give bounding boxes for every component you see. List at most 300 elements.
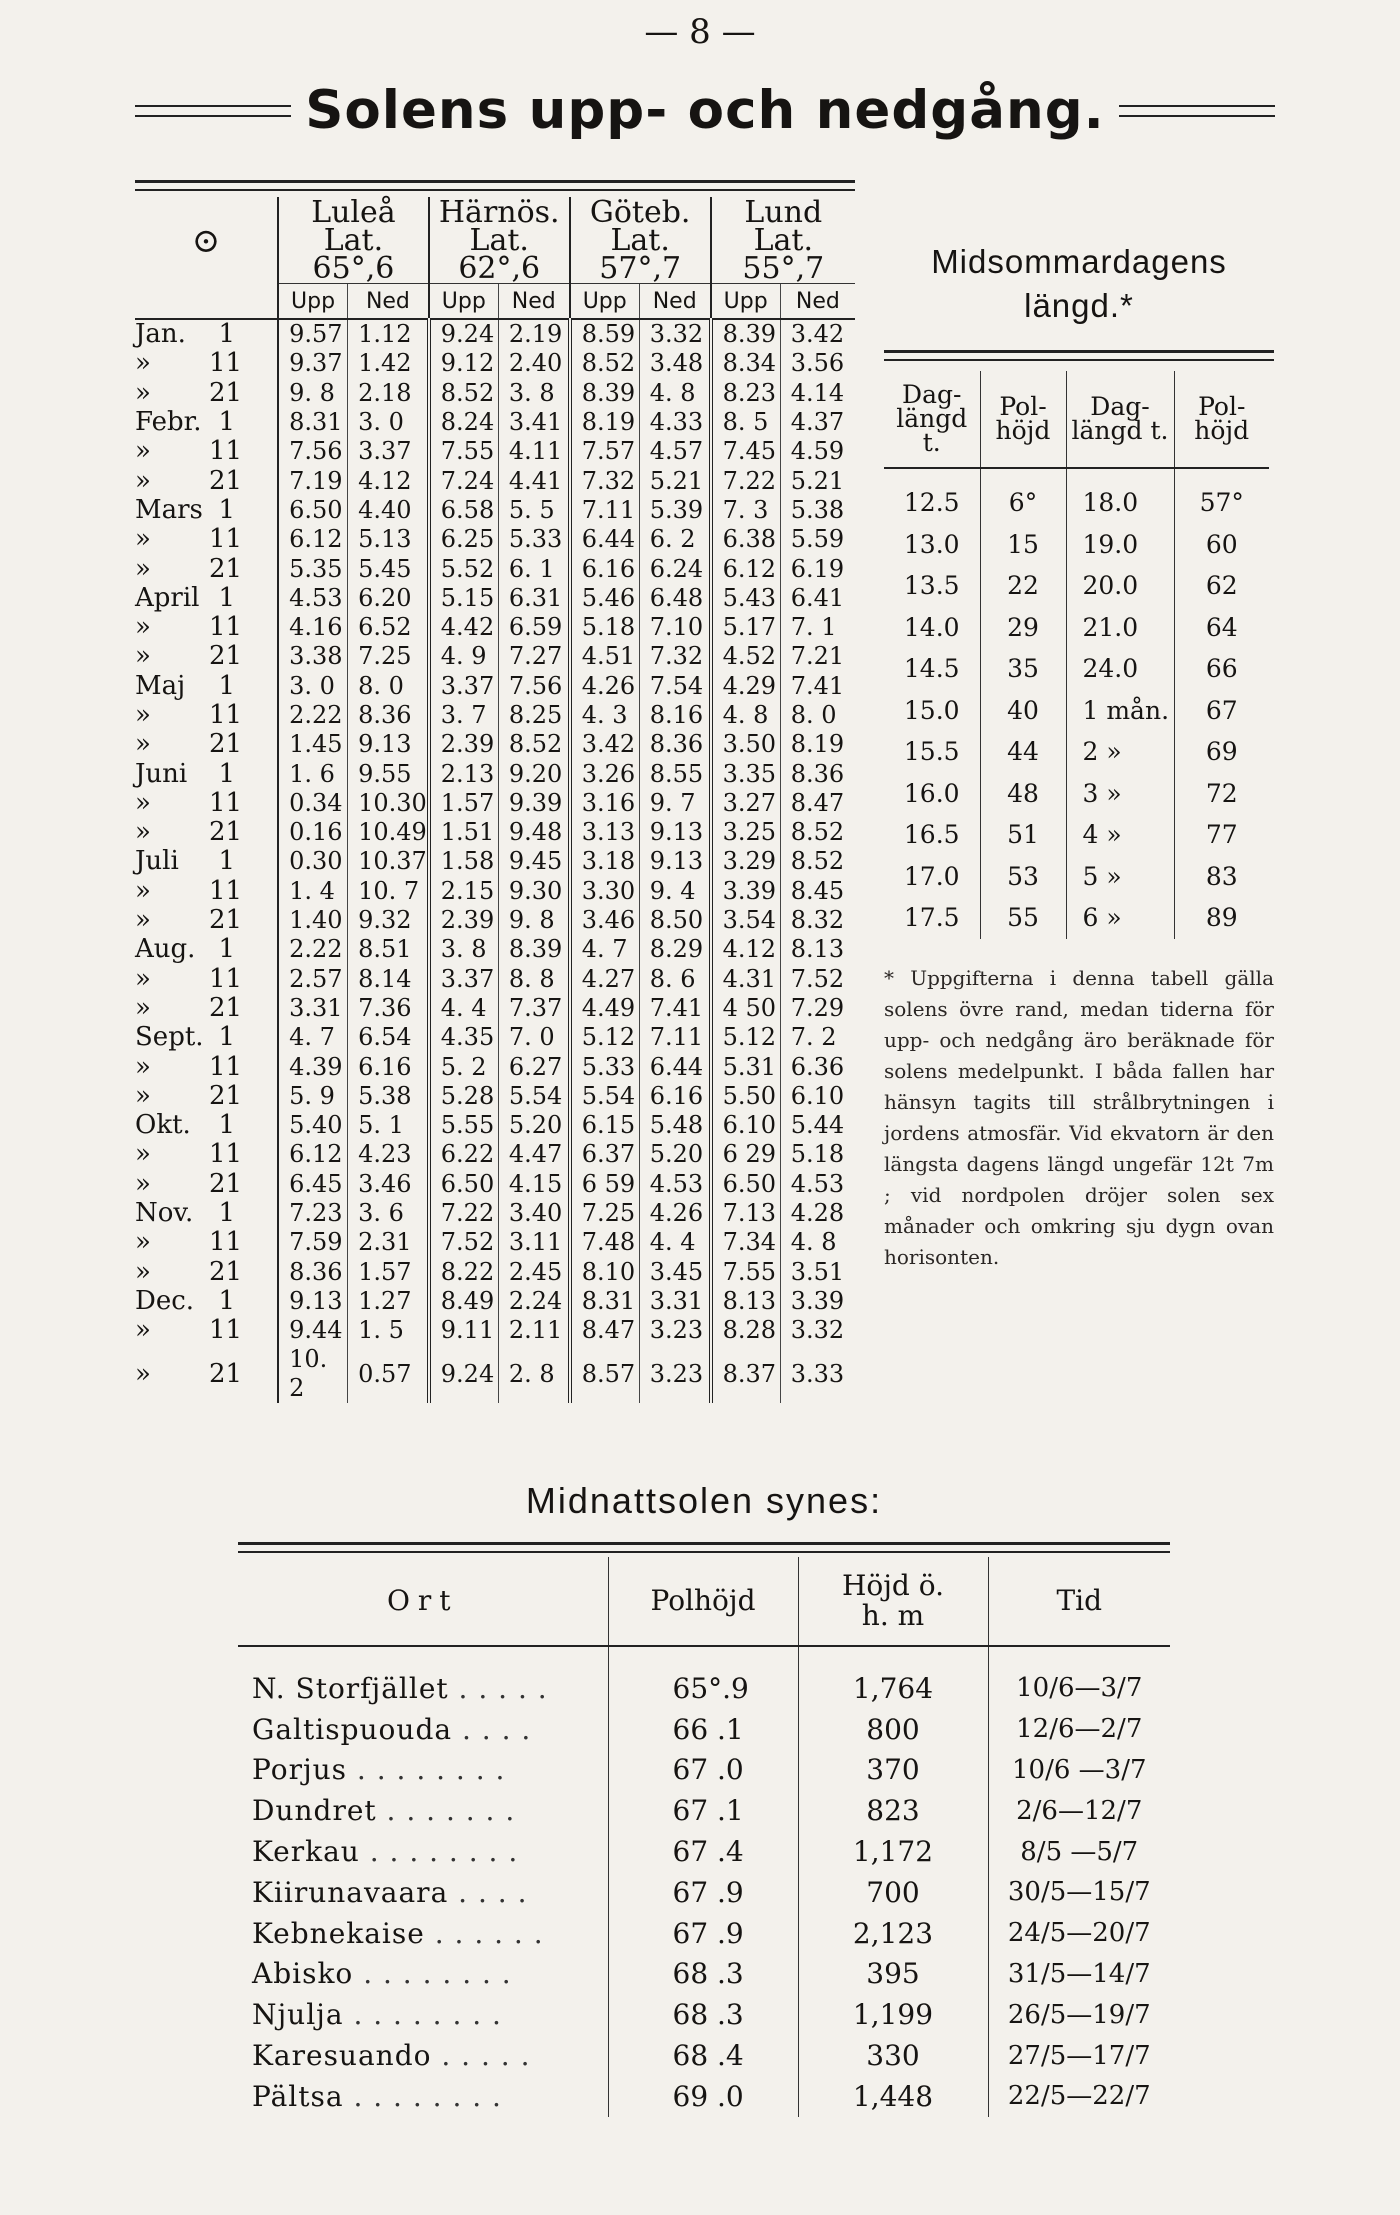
date-label xyxy=(135,554,278,583)
date-label xyxy=(135,408,278,437)
month-label: » xyxy=(135,1080,151,1111)
sunrise-time: 5.12 xyxy=(711,1023,781,1052)
month-label: » xyxy=(135,905,151,936)
sunrise-time: 5.12 xyxy=(570,1023,640,1052)
day-length-cell: 16.0 xyxy=(903,778,960,808)
col-ned: Ned xyxy=(348,284,429,320)
pole-height-cell: 89 xyxy=(1174,897,1269,939)
midsummer-table xyxy=(884,371,1269,939)
altitude-cell: 1,172 xyxy=(798,1831,988,1872)
place-cell xyxy=(238,2035,608,2076)
sunrise-time: 7.24 xyxy=(429,466,499,495)
sunrise-time: 8. 5 xyxy=(711,408,781,437)
table-row xyxy=(238,1831,1170,1872)
sunset-time: 9.13 xyxy=(639,818,710,847)
day-length-cell: 15.5 xyxy=(903,737,960,767)
table-row xyxy=(238,1872,1170,1913)
table-row xyxy=(135,1111,855,1140)
date-label xyxy=(135,730,278,759)
sunrise-time: 3.42 xyxy=(570,730,640,759)
day-label: 11 xyxy=(209,524,243,555)
sunrise-time: 3.37 xyxy=(429,672,499,701)
sunset-time: 4.59 xyxy=(780,437,855,466)
col-daglangd: Dag-längd t. xyxy=(896,380,968,457)
col-hojd: Höjd ö. h. m xyxy=(798,1557,988,1646)
sunrise-time: 8.47 xyxy=(570,1316,640,1345)
sunset-time: 4.11 xyxy=(498,437,569,466)
sunset-time: 9.55 xyxy=(348,759,429,788)
sunset-time: 3.45 xyxy=(639,1258,710,1287)
sunrise-time: 7.25 xyxy=(570,1199,640,1228)
sunset-time: 8.52 xyxy=(780,847,855,876)
sunset-time: 3.32 xyxy=(780,1316,855,1345)
sunset-time: 6.16 xyxy=(348,1052,429,1081)
month-label: Okt. xyxy=(135,1110,191,1141)
sunset-time: 6. 2 xyxy=(639,525,710,554)
pole-height-cell: 65°.9 xyxy=(608,1646,798,1709)
day-label: 21 xyxy=(209,905,243,936)
day-length-cell: 3 » xyxy=(1066,773,1174,815)
pole-height-cell: 67 .9 xyxy=(608,1913,798,1954)
table-row xyxy=(884,731,1269,773)
sunset-time: 3.39 xyxy=(780,1287,855,1316)
day-label: 1 xyxy=(218,1022,235,1053)
table-row xyxy=(238,2035,1170,2076)
pole-height-cell: 68 .4 xyxy=(608,2035,798,2076)
sunrise-time: 3.38 xyxy=(278,642,347,671)
sunrise-time: 4.53 xyxy=(278,584,347,613)
sunrise-time: 3.35 xyxy=(711,759,781,788)
sunset-time: 1. 5 xyxy=(348,1316,429,1345)
sunrise-time: 1.51 xyxy=(429,818,499,847)
sunset-time: 4.14 xyxy=(780,379,855,408)
date-label xyxy=(135,935,278,964)
sunset-time: 3.56 xyxy=(780,349,855,378)
place-name: Dundret xyxy=(252,1794,377,1828)
sunset-time: 8.29 xyxy=(639,935,710,964)
sunrise-sunset-table xyxy=(135,197,855,1403)
page-number: — 8 — xyxy=(644,12,756,52)
table-row xyxy=(238,1954,1170,1995)
sunrise-time: 1.58 xyxy=(429,847,499,876)
pole-height-cell: 60 xyxy=(1174,524,1269,566)
date-label xyxy=(135,496,278,525)
month-label: » xyxy=(135,348,151,379)
date-label xyxy=(135,1287,278,1316)
table-row xyxy=(135,847,855,876)
pole-height-cell: 48 xyxy=(980,773,1066,815)
col-polhojd: Polhöjd xyxy=(608,1557,798,1646)
sunrise-time: 3.39 xyxy=(711,877,781,906)
sunset-time: 10.30 xyxy=(348,789,429,818)
midsummer-table-body xyxy=(884,468,1269,939)
heading-rule-right xyxy=(1119,105,1275,117)
period-cell: 22/5—22/7 xyxy=(988,2076,1170,2117)
day-length-cell: 24.0 xyxy=(1066,648,1174,690)
month-label: Jan. xyxy=(135,319,186,350)
leader-dots: . . . . . xyxy=(448,1671,548,1705)
day-label: 1 xyxy=(218,670,235,701)
day-length-cell: 12.5 xyxy=(903,488,960,518)
page-title: Solens upp- och nedgång. xyxy=(305,80,1105,141)
sunrise-time: 5.33 xyxy=(570,1052,640,1081)
sunrise-time: 4.16 xyxy=(278,613,347,642)
sunrise-time: 3.30 xyxy=(570,877,640,906)
period-cell: 26/5—19/7 xyxy=(988,1994,1170,2035)
sunrise-time: 3.18 xyxy=(570,847,640,876)
col-upp: Upp xyxy=(570,284,640,320)
table-row xyxy=(884,773,1269,815)
sunrise-time: 7.13 xyxy=(711,1199,781,1228)
place-name: Porjus xyxy=(252,1753,348,1787)
sunset-time: 7.37 xyxy=(498,994,569,1023)
sunset-time: 6.48 xyxy=(639,584,710,613)
day-label: 1 xyxy=(218,494,235,525)
city-name: Lund xyxy=(744,195,823,230)
table-row xyxy=(135,1228,855,1257)
date-label xyxy=(135,1316,278,1345)
sunrise-time: 6.25 xyxy=(429,525,499,554)
sunset-time: 8. 0 xyxy=(780,701,855,730)
day-label: 11 xyxy=(209,963,243,994)
col-ned: Ned xyxy=(639,284,710,320)
month-label: Juni xyxy=(135,758,188,789)
place-name: Kiirunavaara xyxy=(252,1875,449,1909)
day-label: 11 xyxy=(209,1051,243,1082)
sunrise-time: 3.25 xyxy=(711,818,781,847)
sunset-time: 8.39 xyxy=(498,935,569,964)
sunrise-time: 6.58 xyxy=(429,496,499,525)
midnight-sun-section xyxy=(238,1480,1170,2117)
sunset-time: 8.50 xyxy=(639,906,710,935)
date-label xyxy=(135,349,278,378)
day-label: 1 xyxy=(218,319,235,350)
sunrise-time: 9.12 xyxy=(429,349,499,378)
sunset-time: 7.36 xyxy=(348,994,429,1023)
sunset-time: 8.25 xyxy=(498,701,569,730)
table-row xyxy=(135,466,855,495)
sunset-time: 3. 6 xyxy=(348,1199,429,1228)
table-row xyxy=(238,1913,1170,1954)
month-label: » xyxy=(135,787,151,818)
table-row xyxy=(884,648,1269,690)
sunrise-time: 7.19 xyxy=(278,466,347,495)
sunrise-time: 4.42 xyxy=(429,613,499,642)
day-label: 21 xyxy=(209,992,243,1023)
sunset-time: 2.18 xyxy=(348,379,429,408)
place-name: Kebnekaise xyxy=(252,1916,425,1950)
sunrise-time: 7.48 xyxy=(570,1228,640,1257)
day-length-cell: 21.0 xyxy=(1066,607,1174,649)
sunset-time: 9.39 xyxy=(498,789,569,818)
sunset-time: 2.45 xyxy=(498,1258,569,1287)
sunrise-time: 6.38 xyxy=(711,525,781,554)
city-latitude: Lat. 57°,7 xyxy=(599,223,682,286)
pole-height-cell: 40 xyxy=(980,690,1066,732)
sunset-time: 6.24 xyxy=(639,554,710,583)
sunrise-time: 3.50 xyxy=(711,730,781,759)
sunrise-time: 4 50 xyxy=(711,994,781,1023)
table-row xyxy=(135,319,855,349)
sunrise-time: 9.57 xyxy=(278,319,347,349)
day-label: 11 xyxy=(209,1139,243,1170)
table-row xyxy=(238,2076,1170,2117)
city-latitude: Lat. 62°,6 xyxy=(458,223,541,286)
day-label: 21 xyxy=(209,377,243,408)
table-row xyxy=(135,1287,855,1316)
day-label: 21 xyxy=(209,1358,243,1389)
sunset-time: 6.44 xyxy=(639,1052,710,1081)
place-name: Njulja xyxy=(252,1998,344,2032)
sunset-time: 4.53 xyxy=(639,1170,710,1199)
sunrise-time: 6.12 xyxy=(711,554,781,583)
sunset-time: 9. 4 xyxy=(639,877,710,906)
sunset-time: 4. 8 xyxy=(780,1228,855,1257)
day-label: 11 xyxy=(209,787,243,818)
sunrise-time: 6.22 xyxy=(429,1140,499,1169)
sunrise-time: 9.24 xyxy=(429,319,499,349)
sunset-time: 1.57 xyxy=(348,1258,429,1287)
sunrise-time: 6.50 xyxy=(711,1170,781,1199)
day-length-cell: 17.0 xyxy=(903,861,960,891)
day-length-cell: 16.5 xyxy=(903,820,960,850)
sunset-time: 8.47 xyxy=(780,789,855,818)
month-label: » xyxy=(135,1227,151,1258)
sunset-time: 1.12 xyxy=(348,319,429,349)
date-label xyxy=(135,584,278,613)
date-label xyxy=(135,319,278,349)
sunset-time: 4.53 xyxy=(780,1170,855,1199)
sunset-time: 2.31 xyxy=(348,1228,429,1257)
pole-height-cell: 67 .4 xyxy=(608,1831,798,1872)
sunrise-time: 4.12 xyxy=(711,935,781,964)
sunrise-time: 7.59 xyxy=(278,1228,347,1257)
city-name: Härnös. xyxy=(438,195,560,230)
sunset-time: 10.37 xyxy=(348,847,429,876)
sunset-time: 3.32 xyxy=(639,319,710,349)
sunrise-time: 4. 3 xyxy=(570,701,640,730)
day-length-cell: 19.0 xyxy=(1066,524,1174,566)
col-upp: Upp xyxy=(278,284,347,320)
place-cell xyxy=(238,1994,608,2035)
section-rule xyxy=(238,1542,1170,1553)
sunrise-time: 2.57 xyxy=(278,965,347,994)
sunrise-time: 8.19 xyxy=(570,408,640,437)
date-label xyxy=(135,847,278,876)
month-label: April xyxy=(135,582,200,613)
sunset-time: 1.27 xyxy=(348,1287,429,1316)
month-label: » xyxy=(135,817,151,848)
table-row xyxy=(135,1258,855,1287)
section-rule xyxy=(135,180,855,191)
table-row xyxy=(135,525,855,554)
sunset-time: 9.13 xyxy=(348,730,429,759)
sunrise-time: 8.36 xyxy=(278,1258,347,1287)
period-cell: 8/5 —5/7 xyxy=(988,1831,1170,1872)
sunrise-time: 8.52 xyxy=(570,349,640,378)
sunrise-time: 4.35 xyxy=(429,1023,499,1052)
sunset-time: 7.27 xyxy=(498,642,569,671)
place-cell xyxy=(238,1831,608,1872)
sunset-time: 8. 0 xyxy=(348,672,429,701)
period-cell: 27/5—17/7 xyxy=(988,2035,1170,2076)
midnight-sun-table xyxy=(238,1557,1170,2117)
sunrise-time: 5.40 xyxy=(278,1111,347,1140)
sunrise-time: 5.46 xyxy=(570,584,640,613)
date-label xyxy=(135,789,278,818)
day-label: 11 xyxy=(209,612,243,643)
sunrise-time: 9.24 xyxy=(429,1345,499,1403)
month-label: » xyxy=(135,641,151,672)
sunset-time: 7.29 xyxy=(780,994,855,1023)
sunset-time: 5.54 xyxy=(498,1082,569,1111)
sunset-time: 8.13 xyxy=(780,935,855,964)
sunrise-time: 4.49 xyxy=(570,994,640,1023)
leader-dots: . . . . xyxy=(452,1712,532,1746)
heading-rule-left xyxy=(135,105,291,117)
leader-dots: . . . . . . . . xyxy=(353,1957,512,1991)
sunrise-time: 4. 7 xyxy=(278,1023,347,1052)
sunrise-time: 1.40 xyxy=(278,906,347,935)
day-label: 11 xyxy=(209,1227,243,1258)
day-label: 1 xyxy=(218,934,235,965)
pole-height-cell: 83 xyxy=(1174,856,1269,898)
day-label: 21 xyxy=(209,1080,243,1111)
place-name: Kerkau xyxy=(252,1835,360,1869)
pole-height-cell: 67 xyxy=(1174,690,1269,732)
sunset-time: 5.18 xyxy=(780,1140,855,1169)
sunset-time: 4.15 xyxy=(498,1170,569,1199)
place-name: Karesuando xyxy=(252,2039,432,2073)
sunrise-time: 3.31 xyxy=(278,994,347,1023)
sunset-time: 3.23 xyxy=(639,1316,710,1345)
sunset-time: 4.41 xyxy=(498,466,569,495)
month-label: Maj xyxy=(135,670,186,701)
day-length-cell: 15.0 xyxy=(903,695,960,725)
day-length-cell: 6 » xyxy=(1066,897,1174,939)
altitude-cell: 2,123 xyxy=(798,1913,988,1954)
sunrise-time: 5.55 xyxy=(429,1111,499,1140)
day-label: 21 xyxy=(209,1256,243,1287)
sunset-time: 7.11 xyxy=(639,1023,710,1052)
table-row xyxy=(135,1082,855,1111)
date-label xyxy=(135,906,278,935)
sunrise-time: 8.52 xyxy=(429,379,499,408)
table-row xyxy=(238,1646,1170,1709)
col-ned: Ned xyxy=(780,284,855,320)
day-label: 11 xyxy=(209,436,243,467)
date-label xyxy=(135,437,278,466)
table-row xyxy=(135,877,855,906)
sunrise-time: 3. 7 xyxy=(429,701,499,730)
month-label: » xyxy=(135,1051,151,1082)
sunset-time: 3.41 xyxy=(498,408,569,437)
sun-symbol-icon: ⊙ xyxy=(191,221,221,262)
day-length-cell: 2 » xyxy=(1066,731,1174,773)
pole-height-cell: 62 xyxy=(1174,565,1269,607)
table-row xyxy=(135,584,855,613)
sunrise-time: 10. 2 xyxy=(278,1345,347,1403)
sunrise-time: 7.45 xyxy=(711,437,781,466)
pole-height-cell: 69 .0 xyxy=(608,2076,798,2117)
sunset-time: 2. 8 xyxy=(498,1345,569,1403)
day-label: 21 xyxy=(209,729,243,760)
sunrise-time: 3.26 xyxy=(570,759,640,788)
sunset-time: 8.36 xyxy=(780,759,855,788)
city-header-goteborg xyxy=(570,197,711,284)
month-label: » xyxy=(135,1256,151,1287)
table-row xyxy=(135,759,855,788)
month-label: » xyxy=(135,992,151,1023)
footnote: * Uppgifterna i denna tabell gälla solens övre rand, medan tiderna för upp- och nedgång äro beräknade för solens medelpunkt. I båda fallen har hänsyn tagits till strålbrytningen i jordens atmosfär. Vid ekvatorn är den längsta dagens längd ungefär 12t 7m ; vid nordpolen dröjer solen sex månader och omkring sju dygn ovan horisonten. xyxy=(884,965,1274,1269)
sunset-time: 3.23 xyxy=(639,1345,710,1403)
sunrise-time: 4.29 xyxy=(711,672,781,701)
sunrise-time: 5.17 xyxy=(711,613,781,642)
sunset-time: 5.39 xyxy=(639,496,710,525)
sunset-time: 5.59 xyxy=(780,525,855,554)
period-cell: 10/6 —3/7 xyxy=(988,1750,1170,1791)
city-name: Luleå xyxy=(311,195,396,230)
sunrise-time: 8.39 xyxy=(711,319,781,349)
sunrise-time: 3.29 xyxy=(711,847,781,876)
city-header-lund xyxy=(711,197,855,284)
table-row xyxy=(135,701,855,730)
date-label xyxy=(135,1140,278,1169)
sunset-time: 5.33 xyxy=(498,525,569,554)
sunrise-time: 5. 2 xyxy=(429,1052,499,1081)
leader-dots: . . . . . . . . xyxy=(343,1998,502,2032)
sunset-time: 8.16 xyxy=(639,701,710,730)
altitude-cell: 1,764 xyxy=(798,1646,988,1709)
sunrise-time: 0.34 xyxy=(278,789,347,818)
table-row xyxy=(238,1790,1170,1831)
table-row xyxy=(135,1199,855,1228)
table-row xyxy=(135,789,855,818)
sunrise-time: 8.23 xyxy=(711,379,781,408)
altitude-cell: 823 xyxy=(798,1790,988,1831)
pole-height-cell: 22 xyxy=(980,565,1066,607)
day-label: 1 xyxy=(218,1285,235,1316)
sunset-time: 7. 1 xyxy=(780,613,855,642)
place-cell xyxy=(238,1646,608,1709)
place-cell xyxy=(238,2076,608,2117)
sunset-time: 6.41 xyxy=(780,584,855,613)
sunset-time: 9. 7 xyxy=(639,789,710,818)
pole-height-cell: 53 xyxy=(980,856,1066,898)
date-label xyxy=(135,759,278,788)
sunset-time: 4. 8 xyxy=(639,379,710,408)
section-rule xyxy=(884,350,1274,361)
table-row xyxy=(135,349,855,378)
sunrise-time: 5.35 xyxy=(278,554,347,583)
month-label: Nov. xyxy=(135,1198,194,1229)
col-tid: Tid xyxy=(988,1557,1170,1646)
altitude-cell: 395 xyxy=(798,1954,988,1995)
sunrise-time: 5. 9 xyxy=(278,1082,347,1111)
sunset-time: 8.36 xyxy=(639,730,710,759)
day-label: 21 xyxy=(209,641,243,672)
pole-height-cell: 67 .1 xyxy=(608,1790,798,1831)
month-label: » xyxy=(135,1358,151,1389)
table-row xyxy=(884,814,1269,856)
sunrise-time: 7.52 xyxy=(429,1228,499,1257)
day-label: 21 xyxy=(209,553,243,584)
sunset-time: 7.54 xyxy=(639,672,710,701)
sunrise-time: 6.44 xyxy=(570,525,640,554)
period-cell: 2/6—12/7 xyxy=(988,1790,1170,1831)
place-cell xyxy=(238,1709,608,1750)
day-label: 11 xyxy=(209,1315,243,1346)
